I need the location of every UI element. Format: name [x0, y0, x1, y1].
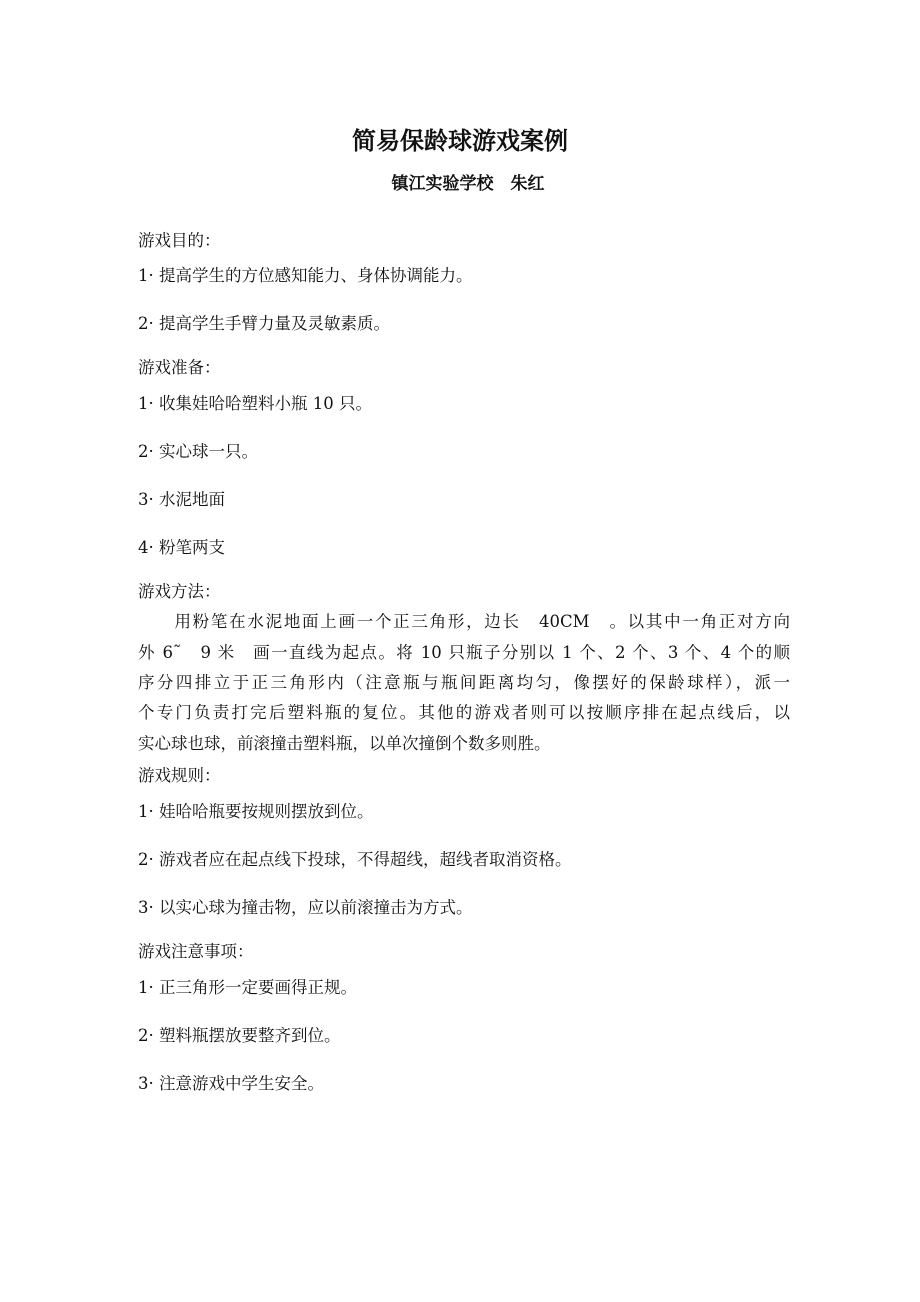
paragraph-line: 实心球也球，前滚撞击塑料瓶，以单次撞倒个数多则胜。 [138, 734, 551, 753]
list-item: 3· 水泥地面 [138, 490, 225, 509]
section-heading-rules: 游戏规则： [138, 766, 221, 785]
list-item: 2· 提高学生手臂力量及灵敏素质。 [138, 314, 390, 333]
list-item: 4· 粉笔两支 [138, 538, 225, 557]
list-item: 3· 注意游戏中学生安全。 [138, 1074, 324, 1093]
paragraph-line: 用粉笔在水泥地面上画一个正三角形，边长 40CM 。以其中一角正对方向 [138, 612, 790, 631]
paragraph-line: 个专门负责打完后塑料瓶的复位。其他的游戏者则可以按顺序排在起点线后，以 [138, 703, 790, 722]
paragraph-line: 外 6˜ 9 米 画一直线为起点。将 10 只瓶子分别以 1 个、2 个、3 个、4 个的顺 [138, 643, 790, 662]
list-item: 3· 以实心球为撞击物，应以前滚撞击为方式。 [138, 898, 473, 917]
list-item: 1· 正三角形一定要画得正规。 [138, 978, 357, 997]
list-item: 1· 提高学生的方位感知能力、身体协调能力。 [138, 266, 473, 285]
paragraph-line: 序分四排立于正三角形内（注意瓶与瓶间距离均匀，像摆好的保龄球样），派一 [138, 673, 790, 692]
list-item: 2· 游戏者应在起点线下投球，不得超线，超线者取消资格。 [138, 850, 572, 869]
author-line: 镇江实验学校 朱红 [391, 174, 545, 194]
list-item: 2· 塑料瓶摆放要整齐到位。 [138, 1026, 341, 1045]
section-heading-notes: 游戏注意事项： [138, 942, 254, 961]
document-title: 简易保龄球游戏案例 [352, 127, 568, 155]
section-heading-method: 游戏方法： [138, 582, 221, 601]
list-item: 2· 实心球一只。 [138, 442, 258, 461]
list-item: 1· 娃哈哈瓶要按规则摆放到位。 [138, 802, 374, 821]
section-heading-prep: 游戏准备： [138, 358, 221, 377]
list-item: 1· 收集娃哈哈塑料小瓶 10 只。 [138, 394, 372, 413]
section-heading-purpose: 游戏目的： [138, 231, 221, 250]
